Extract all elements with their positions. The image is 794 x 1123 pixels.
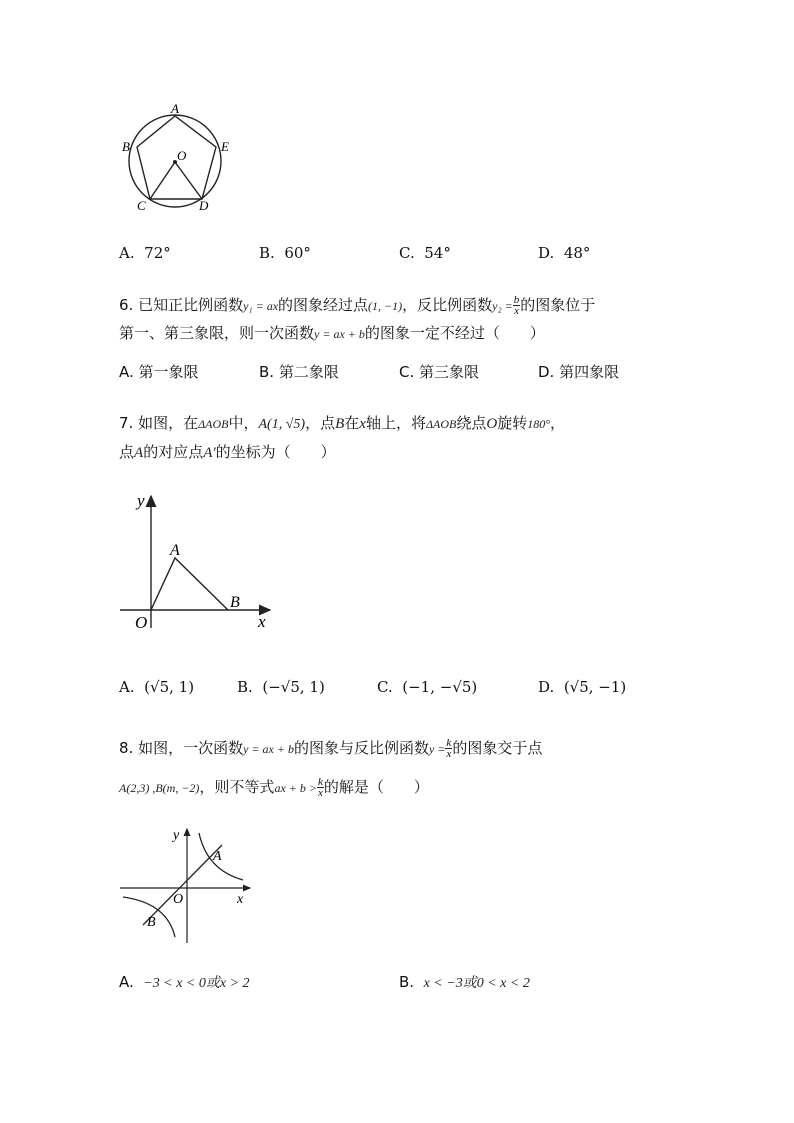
label-a: A xyxy=(213,849,222,864)
q5-option-d[interactable]: D. 48° xyxy=(538,244,591,262)
q6-formula-y1: y₁ = ax xyxy=(243,299,279,313)
q6-option-b[interactable]: B. 第二象限 xyxy=(259,363,339,381)
q8-option-a[interactable]: A. −3 < x < 0或x > 2 xyxy=(119,973,250,991)
label-a: A xyxy=(171,101,179,116)
label-o: O xyxy=(173,892,184,907)
q5-option-a[interactable]: A. 72° xyxy=(119,244,171,262)
q7-triangle-figure xyxy=(115,488,280,633)
q8-points: A(2,3) ,B(m, −2) xyxy=(119,781,200,795)
q6-option-a[interactable]: A. 第一象限 xyxy=(119,363,199,381)
label-e: E xyxy=(221,139,229,154)
label-x: x xyxy=(258,612,266,631)
q7-option-a[interactable]: A. (√5, 1) xyxy=(119,678,195,696)
triangle-aob xyxy=(151,558,228,610)
q6-option-c[interactable]: C. 第三象限 xyxy=(399,363,480,381)
q8-stem-line1: 8. 如图，一次函数y = ax + b的图象与反比例函数y = $\frac{k}{x}$ 的图象交于点 xyxy=(119,737,543,760)
segment-od xyxy=(175,162,202,199)
q6-fraction-b-over-x: $\frac{b}{x}$ xyxy=(513,294,520,317)
q6-stem-line1: 6. 已知正比例函数y₁ = ax的图象经过点(1, −1)，反比例函数y₂ = $\frac{b}{x}$ 的图象位于 xyxy=(119,294,596,317)
q8-graph-figure xyxy=(115,825,260,945)
q8-stem-line2: A(2,3) ,B(m, −2)，则不等式ax + b > $\frac{k}{x}$ 的解是（ ） xyxy=(119,776,429,799)
label-a: A xyxy=(170,542,180,559)
q6-formula-y2: y₂ = xyxy=(492,299,513,313)
label-o: O xyxy=(177,148,187,163)
q5-pentagon-figure xyxy=(115,100,245,220)
q7-option-d[interactable]: D. (√5, −1) xyxy=(538,678,627,696)
q7-stem-line2: 点A的对应点A′的坐标为（ ） xyxy=(119,443,336,461)
q6-formula-linear: y = ax + b xyxy=(314,327,365,341)
q8-number: 8. xyxy=(119,739,134,757)
linear-function-line xyxy=(143,845,222,925)
q7-option-c[interactable]: C. (−1, −√5) xyxy=(377,678,478,696)
q7-option-b[interactable]: B. (−√5, 1) xyxy=(237,678,325,696)
q8-option-b[interactable]: B. x < −3或0 < x < 2 xyxy=(399,973,530,991)
q6-point: (1, −1) xyxy=(368,299,403,313)
q8-fraction-k-over-x: $\frac{k}{x}$ xyxy=(446,737,452,760)
q7-point-a: A(1, √5) xyxy=(258,417,306,432)
q6-number: 6. xyxy=(119,296,134,314)
q6-stem-line2: 第一、第三象限，则一次函数y = ax + b的图象一定不经过（ ） xyxy=(119,324,545,342)
label-b: B xyxy=(230,594,240,611)
label-y: y xyxy=(173,828,180,843)
label-y: y xyxy=(137,491,145,510)
q8-formula-linear: y = ax + b xyxy=(243,742,294,756)
q5-option-b[interactable]: B. 60° xyxy=(259,244,311,262)
label-d: D xyxy=(199,198,209,213)
q6-option-d[interactable]: D. 第四象限 xyxy=(538,363,620,381)
q8-fraction-inequality: $\frac{k}{x}$ xyxy=(317,776,323,799)
q5-option-c[interactable]: C. 54° xyxy=(399,244,451,262)
label-b: B xyxy=(147,915,156,930)
segment-oc xyxy=(150,162,175,199)
q7-number: 7. xyxy=(119,414,134,432)
label-b: B xyxy=(122,139,130,154)
label-x: x xyxy=(237,892,244,907)
q8-inequality: ax + b > xyxy=(274,781,317,795)
label-o: O xyxy=(135,613,148,632)
q7-stem-line1: 7. 如图，在ΔAOB中，A(1, √5)，点B在x轴上，将ΔAOB绕点O旋转180°， xyxy=(119,414,566,432)
label-c: C xyxy=(137,198,146,213)
